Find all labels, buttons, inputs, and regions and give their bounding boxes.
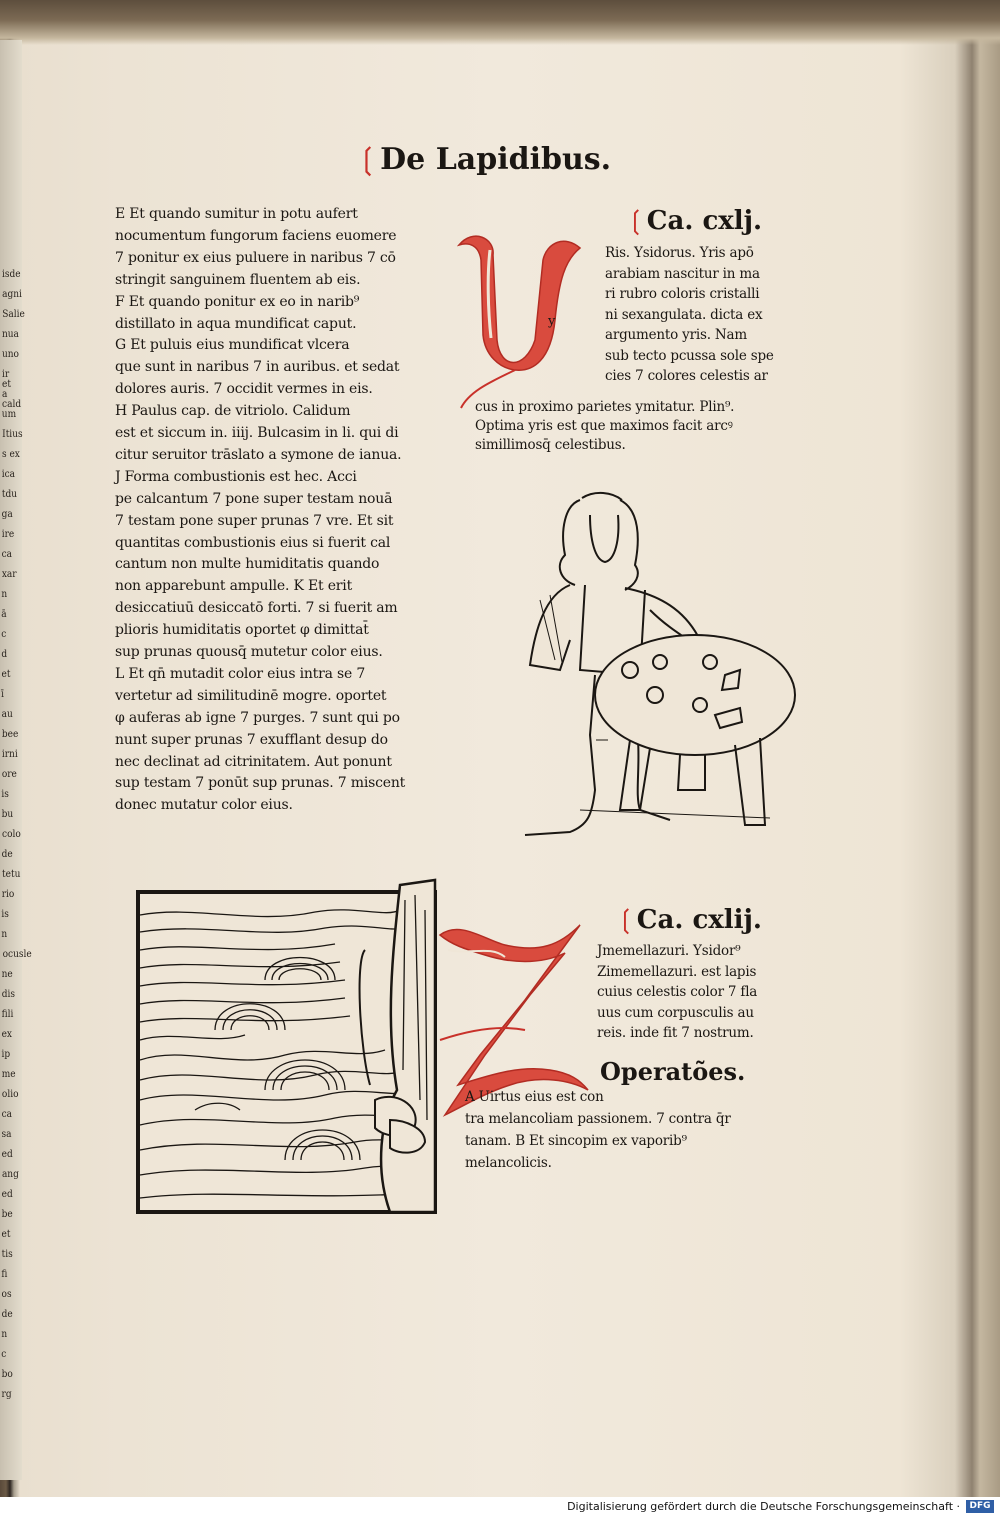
facing-page-fragment: ip xyxy=(1,1049,11,1060)
facing-page-fragment: ā xyxy=(1,609,7,620)
chapter2-text xyxy=(597,942,797,1042)
facing-page-fragment: os xyxy=(1,1289,12,1300)
facing-page-fragment: fi xyxy=(1,1269,8,1280)
facing-page-fragment: ca xyxy=(1,1109,12,1120)
text-line: uus cum corpusculis au xyxy=(597,1004,754,1021)
operations-text xyxy=(465,1088,795,1178)
facing-page-fragment: is xyxy=(1,789,9,800)
text-line: reis. inde fit 7 nostrum. xyxy=(597,1025,754,1041)
facing-page-fragment: olio xyxy=(1,1089,19,1100)
text-line: J Forma combustionis est hec. Acci xyxy=(115,468,357,485)
text-line: melancolicis. xyxy=(465,1155,552,1171)
chapter1-text xyxy=(605,244,805,384)
facing-page-fragment: ed xyxy=(1,1189,13,1200)
facing-page-fragment: ed xyxy=(1,1149,13,1160)
facing-page-fragment: Itius xyxy=(2,429,23,440)
facing-page-fragment: bee xyxy=(1,729,19,740)
text-line: argumento yris. Nam xyxy=(605,327,747,343)
running-head xyxy=(355,142,611,177)
funding-credit: Digitalisierung gefördert durch die Deutsche Forschungsgemeinschaft · xyxy=(567,1500,960,1513)
text-line: ni sexangulata. dicta ex xyxy=(605,306,763,323)
facing-page-fragment: me xyxy=(1,1069,16,1080)
facing-page-fragment: ica xyxy=(1,469,16,480)
text-line: pe calcantum 7 pone super testam nouā xyxy=(115,490,393,507)
text-line: ri rubro coloris cristalli xyxy=(605,286,760,302)
facing-page-fragment: d xyxy=(1,649,8,660)
text-line: G Et puluis eius mundificat vlcera xyxy=(115,337,350,354)
facing-page-fragment: ga xyxy=(1,509,13,520)
text-line: sub tecto pcussa sole spe xyxy=(605,347,774,364)
facing-page-fragment: et xyxy=(1,669,11,680)
running-head-text: De Lapidibus. xyxy=(380,142,612,177)
woodcut-man-with-table xyxy=(500,490,790,840)
facing-page-fragment: c xyxy=(1,629,7,640)
facing-page-fragment: et xyxy=(1,1229,11,1240)
text-line: nocumentum fungorum faciens euomere xyxy=(115,227,397,244)
book-top-edge xyxy=(0,0,1000,45)
facing-page-fragment: uno xyxy=(1,349,19,360)
text-line: nec declinat ad citrinitatem. Aut ponunt xyxy=(115,753,392,770)
chapter-heading-text: Ca. cxlij. xyxy=(636,905,762,935)
facing-page-fragment: Salie xyxy=(2,309,25,320)
facing-page-fragment: c xyxy=(1,1349,7,1360)
facing-page-fragments xyxy=(0,269,32,1450)
text-line: E Et quando sumitur in potu aufert xyxy=(115,206,358,222)
text-line: 7 testam pone super prunas 7 vre. Et sit xyxy=(115,512,394,529)
text-line: cuius celestis color 7 fla xyxy=(597,984,758,1000)
text-line: Ris. Ysidorus. Yris apō xyxy=(605,245,754,261)
facing-page-fragment: agni xyxy=(2,289,22,300)
chapter-heading-142 xyxy=(615,905,762,935)
facing-page-fragment: s ex xyxy=(1,449,20,460)
left-column-text xyxy=(115,205,445,815)
text-line: φ auferas ab igne 7 purges. 7 sunt qui po xyxy=(115,709,400,726)
text-line: est et siccum in. iiij. Bulcasim in li. qui di xyxy=(115,425,399,441)
text-line: citur seruitor trāslato a symone de ianua. xyxy=(115,446,402,463)
facing-page-fragment: dis xyxy=(1,989,15,1000)
facing-page-fragment: n xyxy=(1,929,8,940)
text-line: quantitas combustionis eius si fuerit cal xyxy=(115,534,391,551)
chapter1-full-lines xyxy=(475,398,805,458)
text-line: sup testam 7 ponūt sup prunas. 7 miscent xyxy=(115,775,406,792)
facing-page-fragment: ī xyxy=(1,689,5,700)
text-line: 7 ponitur ex eius puluere in naribus 7 cō xyxy=(115,249,396,266)
paragraph-mark: ❲ xyxy=(625,206,647,236)
dfg-logo: DFG xyxy=(966,1500,994,1513)
text-line: tra melancoliam passionem. 7 contra q̄r xyxy=(465,1111,731,1127)
chapter-heading-141 xyxy=(625,206,762,236)
facing-page-fragment: ne xyxy=(1,969,13,980)
text-line: stringit sanguinem fluentem ab eis. xyxy=(115,271,361,288)
facing-page-fragment: au xyxy=(1,709,13,720)
text-line: L Et qn̄ mutadit color eius intra se 7 xyxy=(115,665,366,682)
text-line: cus in proximo parietes ymitatur. Plin⁹. xyxy=(475,399,735,415)
paragraph-mark: ❲ xyxy=(615,905,637,935)
text-line: cantum non multe humiditatis quando xyxy=(115,556,380,573)
facing-page-fragment: colo xyxy=(2,829,21,840)
text-line: plioris humiditatis oportet φ dimittat̄ xyxy=(115,622,369,639)
text-line: Zimemellazuri. est lapis xyxy=(597,963,757,980)
facing-page-fragment: tetu xyxy=(2,869,21,880)
facing-page-fragment: rio xyxy=(1,889,15,900)
text-line: que sunt in naribus 7 in auribus. et sedat xyxy=(115,359,400,376)
facing-page-fragment: is xyxy=(1,909,9,920)
facing-page-fragment: n xyxy=(1,589,8,600)
facing-page-fragment: tdu xyxy=(1,489,18,500)
text-line: arabiam nascitur in ma xyxy=(605,265,760,282)
facing-page-fragment: bo xyxy=(1,1369,13,1380)
facing-page-fragment: ex xyxy=(1,1029,12,1040)
facing-page-fragment: ocusle xyxy=(2,949,32,960)
facing-page-fragment: sa xyxy=(1,1129,12,1140)
text-line: dolores auris. 7 occidit vermes in eis. xyxy=(115,381,373,398)
facing-page-fragment: a cald xyxy=(2,389,22,410)
facing-page-fragment: de xyxy=(1,1309,13,1320)
decorated-initial-y xyxy=(455,220,600,420)
text-line: desiccatiuū desiccatō forti. 7 si fuerit am xyxy=(115,600,398,617)
facing-page-fragment: n xyxy=(1,1329,8,1340)
text-line: distillato in aqua mundificat caput. xyxy=(115,315,357,332)
facing-page-fragment: ang xyxy=(1,1169,19,1180)
facing-page-fragment: um xyxy=(1,409,17,420)
chapter-heading-text: Ca. cxlj. xyxy=(646,206,763,236)
facing-page-fragment: isde xyxy=(2,269,21,280)
text-line: Jmemellazuri. Ysidor⁹ xyxy=(597,943,741,959)
facing-page-fragment: xar xyxy=(1,569,17,580)
text-line: tanam. B Et sincopim ex vaporib⁹ xyxy=(465,1133,687,1149)
initial-y-guide-letter: y xyxy=(548,314,556,329)
facing-page-fragment: de xyxy=(1,849,13,860)
text-line: non apparebunt ampulle. K Et erit xyxy=(115,578,353,595)
woodcut-rainbows-landscape xyxy=(135,870,440,1215)
operations-subheading-text: Operatões. xyxy=(600,1057,746,1086)
text-line: Optima yris est que maximos facit arcꝰ xyxy=(475,418,733,434)
text-line: nunt super prunas 7 exufflant desup do xyxy=(115,731,388,748)
facing-page-fragment: ir et xyxy=(2,369,11,390)
facing-page-fragment: be xyxy=(1,1209,13,1220)
text-line: cies 7 colores celestis ar xyxy=(605,368,768,384)
facing-page-fragment: fili xyxy=(1,1009,14,1020)
facing-page-fragment: nua xyxy=(1,329,19,340)
text-line: vertetur ad similitudinē mogre. oportet xyxy=(115,687,387,704)
facing-page-fragment: ire xyxy=(1,529,15,540)
text-line: simillimosq̄ celestibus. xyxy=(475,437,626,453)
paragraph-mark: ❲ xyxy=(355,142,381,177)
facing-page-fragment: bu xyxy=(1,809,14,820)
text-line: sup prunas quousq̄ mutetur color eius. xyxy=(115,644,383,660)
facing-page-fragment: rg xyxy=(1,1389,12,1400)
facing-page-fragment: tis xyxy=(1,1249,13,1260)
footer-bar xyxy=(0,1497,1000,1517)
facing-page-fragment: ore xyxy=(1,769,17,780)
text-line: A Uirtus eius est con xyxy=(465,1089,604,1105)
text-line: H Paulus cap. de vitriolo. Calidum xyxy=(115,403,351,420)
facing-page-fragment: ca xyxy=(1,549,12,560)
text-line: donec mutatur color eius. xyxy=(115,797,293,814)
text-line: F Et quando ponitur ex eo in narib⁹ xyxy=(115,293,360,310)
facing-page-fragment: irni xyxy=(1,749,18,760)
operations-subheading xyxy=(600,1057,745,1086)
